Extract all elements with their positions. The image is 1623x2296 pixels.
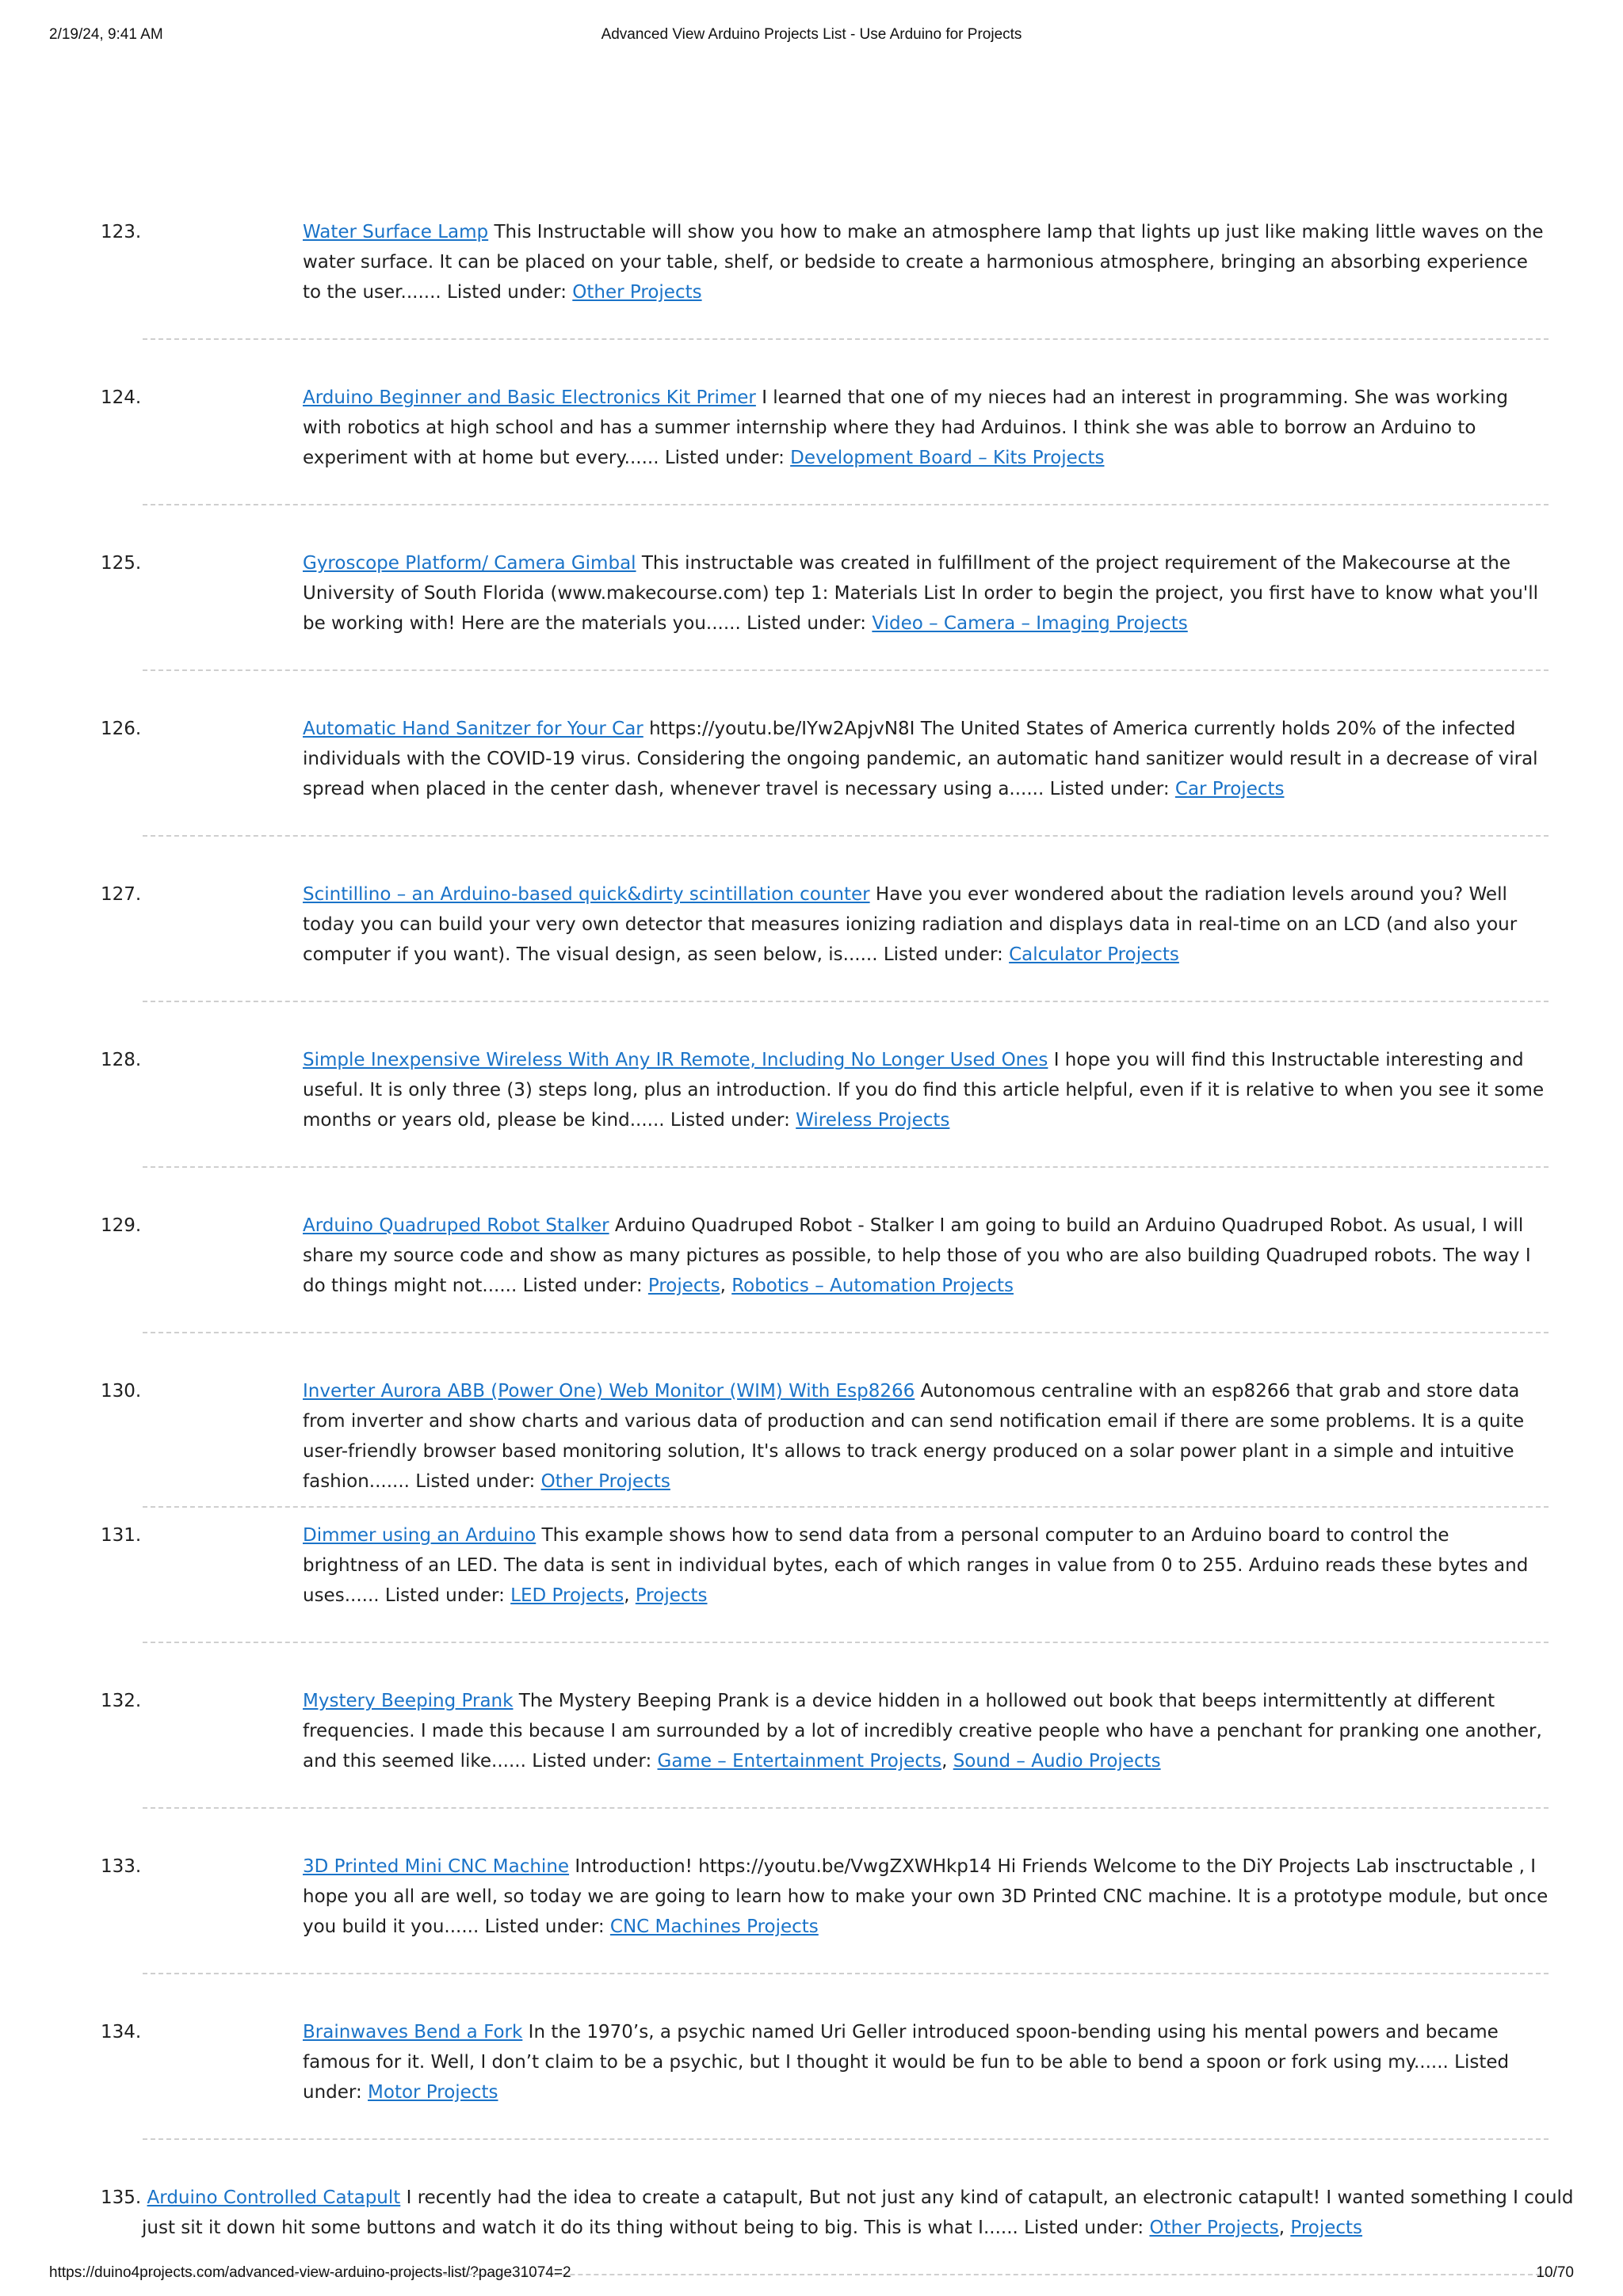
item-number: 135. — [101, 2187, 142, 2208]
listed-under-label: Listed under: — [303, 2052, 1510, 2103]
category-link[interactable]: LED Projects — [510, 1585, 624, 1606]
project-description: Arduino Quadruped Robot - Stalker I am going to build an Arduino Quadruped Robot. As usual, I will share my source code and show as many pictures as possible, to help those of you who are also building Quadruped robots. The way I do things might not...... — [303, 1215, 1531, 1296]
item-divider — [143, 1332, 1549, 1333]
item-number: 131. — [101, 1525, 142, 1546]
list-item — [0, 1199, 1623, 1301]
listed-under-label: Listed under: — [379, 1585, 511, 1606]
project-description: I learned that one of my nieces had an interest in programming. She was working with robotics at high school and has a summer internship where they had Arduinos. I think she was able to borrow an Arduino to experiment with at home but every...... — [303, 387, 1508, 468]
listed-under-label: Listed under: — [877, 944, 1010, 965]
list-item — [0, 2006, 1623, 2107]
project-title-link[interactable]: Dimmer using an Arduino — [303, 1525, 537, 1546]
listed-under-label: Listed under: — [1044, 779, 1175, 799]
list-item — [0, 1675, 1623, 1776]
item-body — [303, 1365, 1549, 1497]
project-title-link[interactable]: Inverter Aurora ABB (Power One) Web Monitor (WIM) With Esp8266 — [303, 1381, 915, 1402]
item-divider — [143, 2138, 1549, 2140]
item-body — [303, 868, 1549, 970]
project-title-link[interactable]: Brainwaves Bend a Fork — [303, 2022, 523, 2042]
item-body — [303, 1840, 1549, 1942]
project-title-link[interactable]: Arduino Controlled Catapult — [147, 2187, 401, 2208]
item-body — [303, 537, 1549, 639]
listed-under-label: Listed under: — [409, 1471, 541, 1492]
item-number: 124. — [101, 387, 142, 408]
category-link[interactable]: Wireless Projects — [796, 1110, 950, 1131]
project-description: This Instructable will show you how to make an atmosphere lamp that lights up just like making little waves on the water surface. It can be placed on your table, shelf, or bedside to create a harmonious atmosphere, bringing an absorbing experience to the user....... — [303, 222, 1544, 303]
list-item — [0, 1365, 1623, 1497]
item-number: 128. — [101, 1050, 142, 1070]
listed-under-label: Listed under: — [1018, 2218, 1150, 2238]
listed-under-label: Listed under: — [479, 1917, 610, 1937]
item-number: 125. — [101, 553, 142, 574]
project-title-link[interactable]: Mystery Beeping Prank — [303, 1691, 514, 1711]
project-description: This instructable was created in fulfillment of the project requirement of the Makecourse at the University of South Florida (www.makecourse.com) tep 1: Materials List In order to begin the project, you first have to know what you'll be working with! Here are the materials you...... — [303, 553, 1538, 634]
list-item — [0, 1509, 1623, 1611]
category-link[interactable]: Development Board – Kits Projects — [790, 448, 1105, 468]
list-item — [0, 206, 1623, 307]
item-divider — [143, 835, 1549, 837]
category-link[interactable]: Motor Projects — [368, 2082, 498, 2103]
item-number: 126. — [101, 719, 142, 739]
project-description: In the 1970’s, a psychic named Uri Geller introduced spoon-bending using his mental powers and became famous for it. Well, I don’t claim to be a psychic, but I thought it would be fun to be able to bend a spoon or fork using my...... — [303, 2022, 1499, 2073]
category-separator: , — [624, 1585, 636, 1606]
item-divider — [143, 504, 1549, 505]
category-link[interactable]: Projects — [1290, 2218, 1363, 2238]
listed-under-label: Listed under: — [441, 282, 573, 303]
listed-under-label: Listed under: — [525, 1751, 658, 1772]
print-datetime: 2/19/24, 9:41 AM — [49, 26, 163, 43]
item-number: 129. — [101, 1215, 142, 1236]
listed-under-label: Listed under: — [664, 1110, 796, 1131]
listed-under-label: Listed under: — [740, 613, 873, 634]
project-title-link[interactable]: Arduino Quadruped Robot Stalker — [303, 1215, 609, 1236]
project-title-link[interactable]: Water Surface Lamp — [303, 222, 489, 242]
item-divider — [143, 1807, 1549, 1809]
item-divider — [143, 1642, 1549, 1643]
item-body — [303, 206, 1549, 307]
project-description: This example shows how to send data from a personal computer to an Arduino board to control the brightness of an LED. The data is sent in individual bytes, each of which ranges in value from 0 to 255. Arduino reads these bytes and uses...... — [303, 1525, 1529, 1606]
project-description: https://youtu.be/IYw2ApjvN8I The United States of America currently holds 20% of the infected individuals with the COVID-19 virus. Considering the ongoing pandemic, an automatic hand sanitizer would result in a decrease of viral spread when placed in the center dash, whenever travel is necessary using a...... — [303, 719, 1538, 799]
project-list — [0, 206, 1623, 2275]
print-page-title: Advanced View Arduino Projects List - Use Arduino for Projects — [601, 26, 1022, 43]
item-body — [303, 2006, 1549, 2107]
project-description: I recently had the idea to create a catapult, But not just any kind of catapult, an electronic catapult! I wanted something I could just sit it down hit some buttons and watch it do its thing without being to big. This is what I...... — [142, 2187, 1574, 2238]
item-body — [303, 1675, 1549, 1776]
print-footer — [49, 2264, 1574, 2288]
category-separator: , — [720, 1276, 732, 1296]
category-link[interactable]: Calculator Projects — [1009, 944, 1179, 965]
print-header — [49, 26, 1574, 50]
category-link[interactable]: Sound – Audio Projects — [953, 1751, 1161, 1772]
item-number: 130. — [101, 1381, 142, 1402]
item-number: 133. — [101, 1856, 142, 1877]
list-item — [0, 372, 1623, 473]
listed-under-label: Listed under: — [517, 1276, 648, 1296]
project-description: The Mystery Beeping Prank is a device hidden in a hollowed out book that beeps intermittently at different frequencies. I made this because I am surrounded by a lot of incredibly creative people who have a penchant for pranking one another, and this seemed like...... — [303, 1691, 1542, 1772]
item-number: 123. — [101, 222, 142, 242]
item-body — [303, 1509, 1549, 1611]
project-description: Autonomous centraline with an esp8266 that grab and store data from inverter and show charts and various data of production and can send notification email if there are some problems. It is a quite user-friendly browser based monitoring solution, It's allows to track energy produced on a solar power plant in a simple and intuitive fashion....... — [303, 1381, 1525, 1492]
item-divider — [143, 1973, 1549, 1974]
item-number: 132. — [101, 1691, 142, 1711]
list-item — [0, 2172, 1623, 2243]
project-title-link[interactable]: Scintillino – an Arduino-based quick&dirty scintillation counter — [303, 884, 870, 905]
category-link[interactable]: Other Projects — [1149, 2218, 1279, 2238]
category-link[interactable]: Other Projects — [572, 282, 702, 303]
project-title-link[interactable]: 3D Printed Mini CNC Machine — [303, 1856, 570, 1877]
category-link[interactable]: Projects — [647, 1276, 720, 1296]
category-separator: , — [941, 1751, 953, 1772]
list-item — [0, 1840, 1623, 1942]
item-divider — [143, 1166, 1549, 1168]
list-item — [0, 703, 1623, 804]
category-link[interactable]: Other Projects — [540, 1471, 670, 1492]
category-link[interactable]: Robotics – Automation Projects — [731, 1276, 1014, 1296]
category-link[interactable]: Projects — [635, 1585, 708, 1606]
list-item — [0, 537, 1623, 639]
project-title-link[interactable]: Automatic Hand Sanitzer for Your Car — [303, 719, 643, 739]
project-title-link[interactable]: Gyroscope Platform/ Camera Gimbal — [303, 553, 636, 574]
item-divider — [143, 1506, 1549, 1508]
project-description: Introduction! https://youtu.be/VwgZXWHkp14 Hi Friends Welcome to the DiY Projects Lab insctructable , I hope you all are well, so today we are going to learn how to make your own 3D Printed CNC machine. It is a prototype module, but once you build it you...... — [303, 1856, 1549, 1937]
category-separator: , — [1278, 2218, 1291, 2238]
category-link[interactable]: Car Projects — [1174, 779, 1285, 799]
listed-under-label: Listed under: — [659, 448, 791, 468]
list-item — [0, 868, 1623, 970]
item-number: 134. — [101, 2022, 142, 2042]
category-link[interactable]: CNC Machines Projects — [609, 1917, 819, 1937]
item-body — [303, 1034, 1549, 1135]
project-title-link[interactable]: Simple Inexpensive Wireless With Any IR Remote, Including No Longer Used Ones — [303, 1050, 1048, 1070]
item-body — [303, 1199, 1549, 1301]
page-number: 10/70 — [1536, 2264, 1574, 2281]
project-description: I hope you will find this Instructable interesting and useful. It is only three (3) steps long, plus an introduction. If you do find this article helpful, even if it is relative to when you see it some months or years old, please be kind...... — [303, 1050, 1545, 1131]
print-url: https://duino4projects.com/advanced-view-arduino-projects-list/?page31074=2 — [49, 2264, 571, 2281]
item-body — [303, 372, 1549, 473]
item-divider — [143, 338, 1549, 340]
category-link[interactable]: Game – Entertainment Projects — [657, 1751, 942, 1772]
item-body — [303, 703, 1549, 804]
item-divider — [143, 1001, 1549, 1002]
list-item — [0, 1034, 1623, 1135]
item-number: 127. — [101, 884, 142, 905]
category-link[interactable]: Video – Camera – Imaging Projects — [872, 613, 1188, 634]
item-body — [101, 2172, 1590, 2243]
project-description: Have you ever wondered about the radiation levels around you? Well today you can build your very own detector that measures ionizing radiation and displays data in real-time on an LCD (and also your computer if you want). The visual design, as seen below, is...... — [303, 884, 1518, 965]
item-divider — [143, 669, 1549, 671]
project-title-link[interactable]: Arduino Beginner and Basic Electronics Kit Primer — [303, 387, 756, 408]
